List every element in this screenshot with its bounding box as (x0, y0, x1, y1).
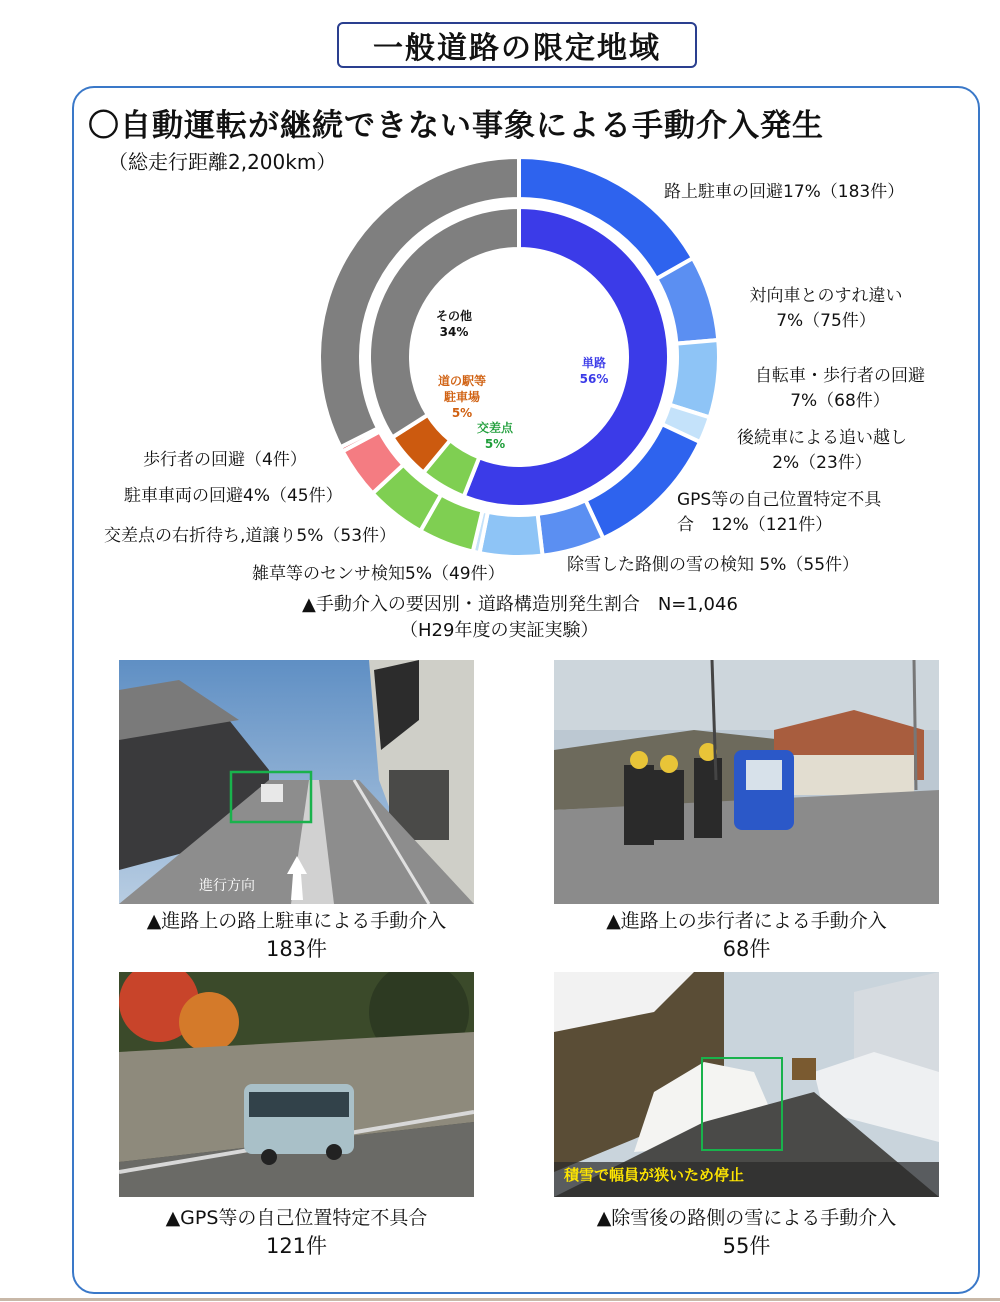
photo-gps-image (119, 972, 474, 1197)
inner-label-road (560, 355, 628, 387)
inner-label-intersection (463, 420, 527, 452)
photo-gps-caption: ▲GPS等の自己位置特定不具合 (165, 1207, 428, 1229)
inner-label-other-pct: 34% (439, 325, 469, 339)
label-overtake: 後続車による追い越し 2%（23件） (737, 428, 907, 473)
photo-snow-count: 55件 (722, 1234, 771, 1258)
inner-label-station (420, 373, 504, 421)
inner-label-intersection-name: 交差点 (476, 421, 513, 435)
total-distance: （総走行距離2,200km） (108, 150, 337, 174)
label-weeds: 雑草等のセンサ検知5%（49件） (252, 564, 505, 584)
page-title: 一般道路の限定地域 (337, 22, 697, 68)
label-oncoming: 対向車とのすれ違い 7%（75件） (749, 286, 903, 331)
label-right-turn: 交差点の右折待ち,道譲り5%（53件） (104, 526, 397, 546)
inner-label-station-name: 道の駅等 駐車場 (437, 374, 486, 404)
photo-pedestrian (554, 660, 939, 904)
photo-pedestrian-image (554, 660, 939, 904)
inner-label-station-pct: 5% (451, 406, 473, 420)
inner-label-intersection-pct: 5% (484, 437, 506, 451)
direction-label: 進行方向 (199, 878, 255, 894)
inner-label-other-name: その他 (435, 309, 472, 323)
photo-parked-car-caption: ▲進路上の路上駐車による手動介入 (146, 910, 447, 932)
label-parked-car: 路上駐車の回避17%（183件） (664, 182, 905, 202)
photo-gps (119, 972, 474, 1197)
label-snow: 除雪した路側の雪の検知 5%（55件） (567, 555, 860, 575)
headline: 〇自動運転が継続できない事象による手動介入発生 (88, 108, 824, 144)
photo-snow (554, 972, 939, 1197)
inner-label-other (420, 308, 488, 340)
photo-parked-car (119, 660, 474, 904)
photo-pedestrian-caption: ▲進路上の歩行者による手動介入 (606, 910, 887, 932)
inner-label-road-name: 単路 (581, 356, 606, 370)
photo-parked-car-image (119, 660, 474, 904)
photo-parked-car-count: 183件 (265, 937, 328, 961)
chart-caption-year: （H29年度の実証実験） (400, 620, 599, 641)
photo-pedestrian-count: 68件 (722, 937, 771, 961)
chart-caption: ▲手動介入の要因別・道路構造別発生割合 N=1,046 (302, 594, 738, 615)
photo-gps-count: 121件 (265, 1234, 328, 1258)
snow-overlay-text: 積雪で幅員が狭いため停止 (564, 1166, 745, 1184)
outer-slice-6 (480, 512, 543, 557)
inner-label-road-pct: 56% (579, 372, 609, 386)
photo-snow-caption: ▲除雪後の路側の雪による手動介入 (596, 1207, 897, 1229)
label-parked-vehicle: 駐車車両の回避4%（45件） (124, 486, 343, 506)
label-gps: GPS等の自己位置特定不具 合 12%（121件） (677, 490, 882, 535)
bottom-rule (0, 1298, 1000, 1301)
label-pedestrian: 歩行者の回避（4件） (143, 450, 307, 470)
label-bicycle: 自転車・歩行者の回避 7%（68件） (755, 366, 925, 411)
